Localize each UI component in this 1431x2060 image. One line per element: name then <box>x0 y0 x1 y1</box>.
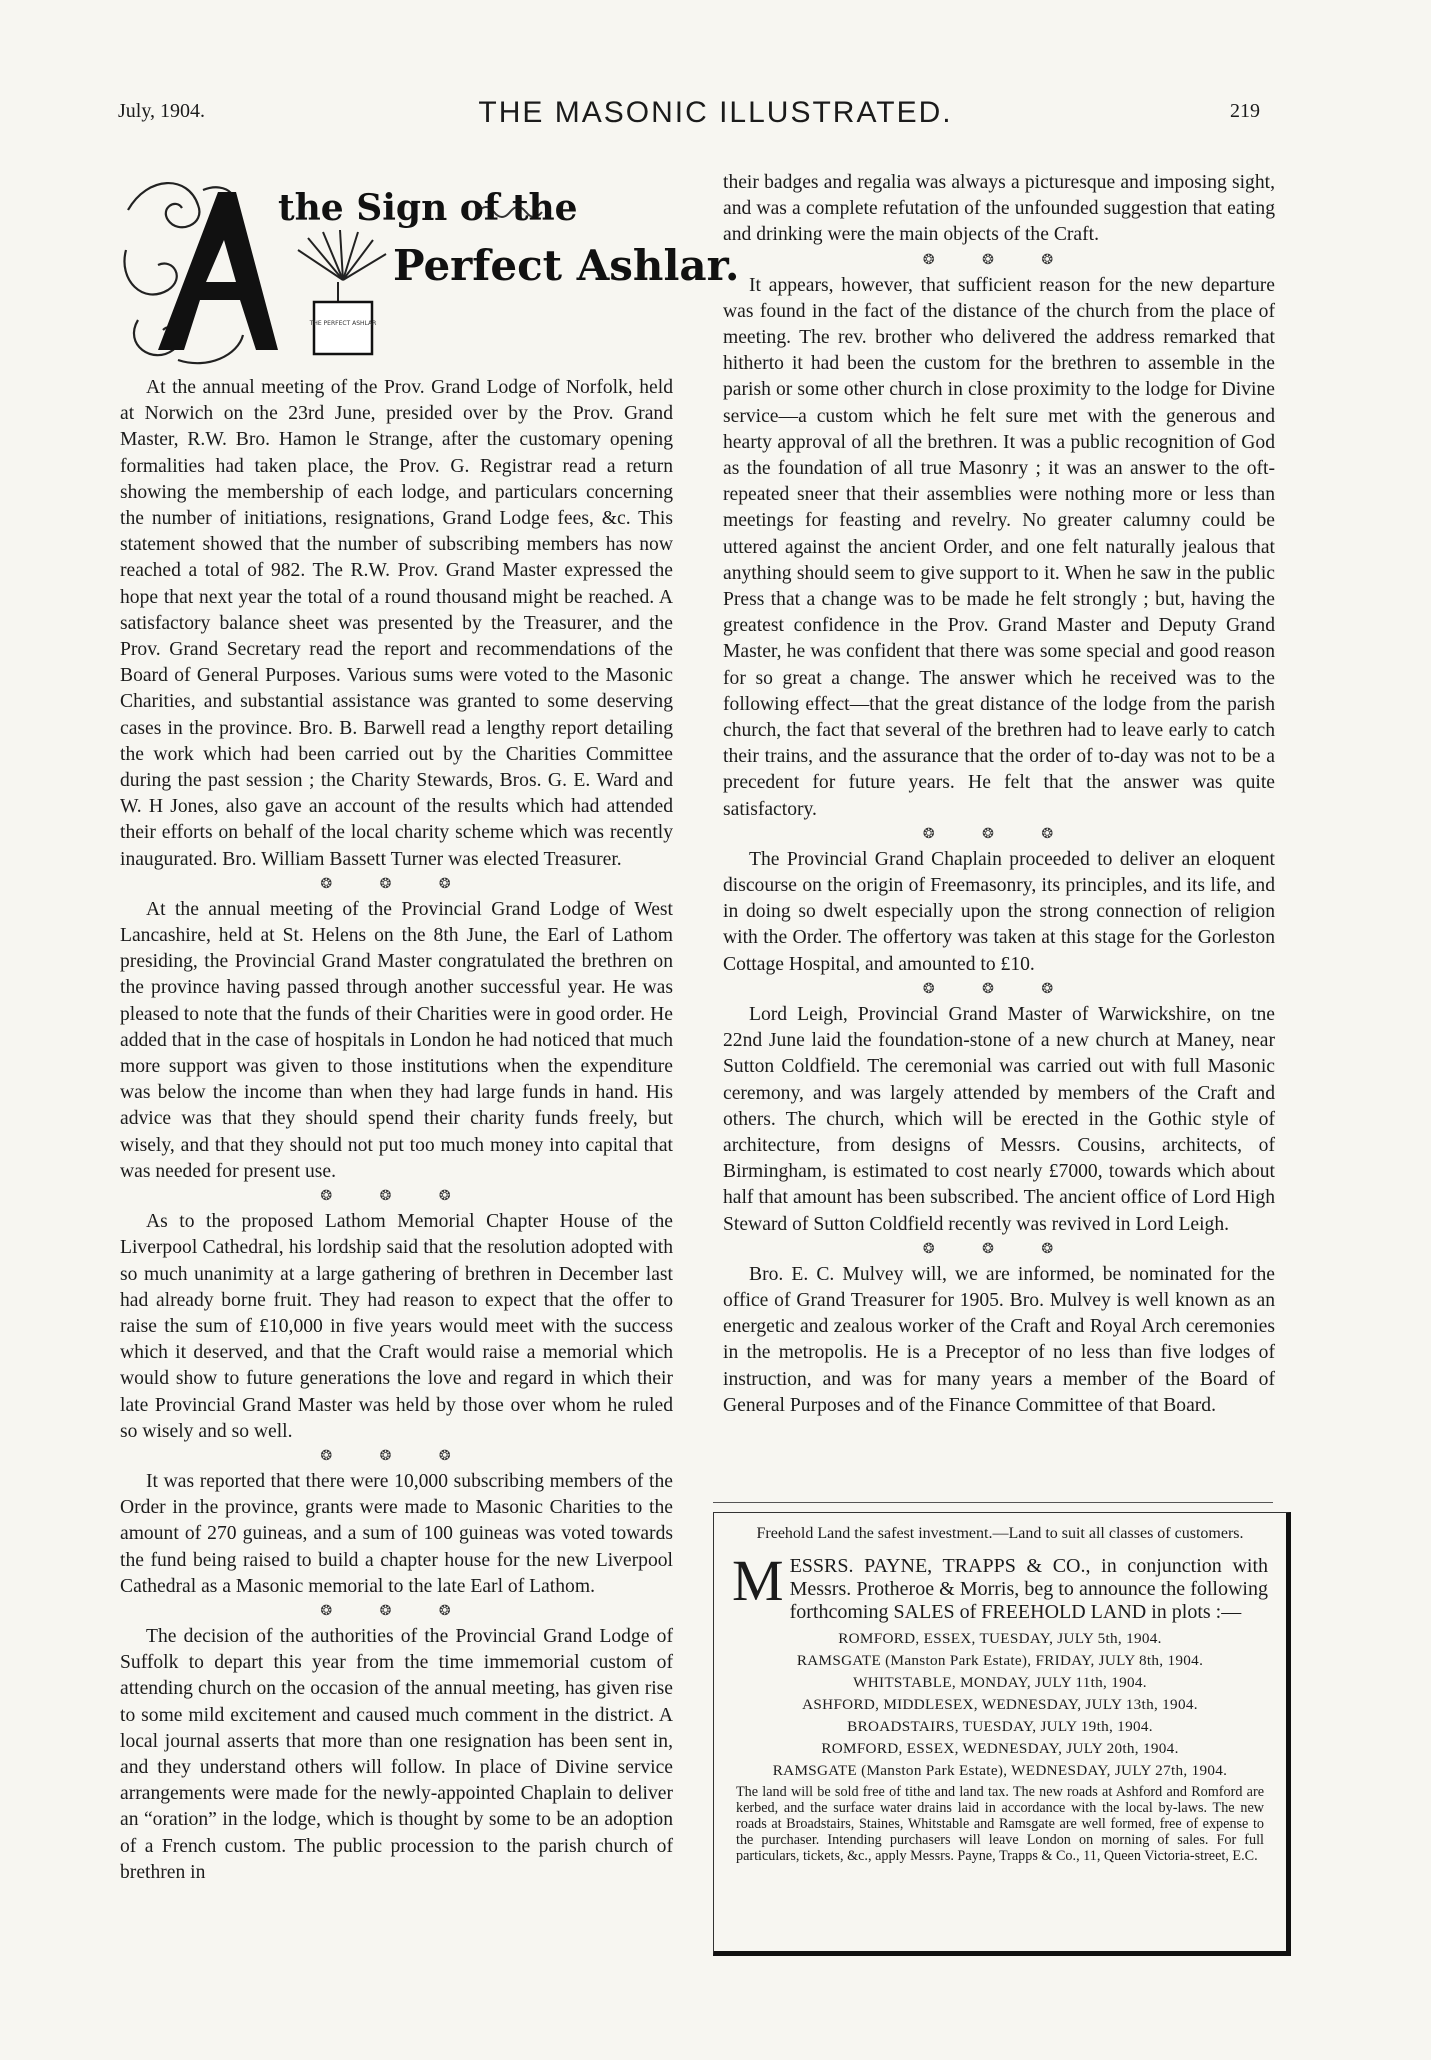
paragraph-separator: ❂ ❂ ❂ <box>922 981 1076 997</box>
paragraph-separator: ❂ ❂ ❂ <box>922 252 1076 268</box>
paragraph-separator: ❂ ❂ ❂ <box>922 826 1076 842</box>
paragraph-suffolk: The decision of the authorities of the Provincial Grand Lodge of Suffolk to depart this year from the time immemorial custom of attending church on the occasion of the annual meeting, has given rise to some mild excitement and caused much comment in the district. A local journal asserts that more than one resignation has been sent in, and they understand others will follow. In place of Divine service arrangements were made for the newly-appointed Chaplain to deliver an “oration” in the lodge, which is thought by some to be an adoption of a French custom. The public procession to the parish church of brethren in <box>120 1625 673 1883</box>
land-sale-advertisement <box>713 1512 1291 1956</box>
advert-dropcap: M <box>732 1548 784 1613</box>
sale-entry: ASHFORD, MIDDLESEX, WEDNESDAY, JULY 13th, 1904. <box>802 1696 1198 1713</box>
heading-line-1: the Sign of the <box>278 187 578 229</box>
page-number: 219 <box>1230 100 1260 122</box>
column-divider-rule <box>713 1502 1273 1503</box>
paragraph-mulvey: Bro. E. C. Mulvey will, we are informed, be nominated for the office of Grand Treasurer for 1905. Bro. Mulvey is well known as an energetic and zealous worker of the Craft and Royal Arch ceremonies in the metropolis. He is a Preceptor of no less than five lodges of instruction, and was for many years a member of the Board of General Purposes and of the Finance Committee of that Board. <box>723 1263 1275 1416</box>
decorative-heading <box>118 170 740 370</box>
advert-tagline: Freehold Land the safest investment.—Land to suit all classes of customers. <box>756 1525 1244 1542</box>
paragraph-lord-leigh: Lord Leigh, Provincial Grand Master of Warwickshire, on tne 22nd June laid the foundation-stone of a new church at Maney, near Sutton Coldfield. The ceremonial was carried out with full Masonic ceremony, and was largely attended by members of the Craft and others. The church, which will be erected in the Gothic style of architecture, from designs of Messrs. Cousins, architects, of Birmingham, is estimated to cost nearly £7000, towards which about half that amount has been subscribed. The ancient office of Lord High Steward of Sutton Coldfield recently was revived in Lord Leigh. <box>723 1003 1275 1235</box>
paragraph-norfolk: At the annual meeting of the Prov. Grand Lodge of Norfolk, held at Norwich on the 23rd June, presided over by the Prov. Grand Master, R.W. Bro. Hamon le Strange, after the customary opening formalities had taken place, the Prov. G. Registrar read a return showing the membership of each lodge, and particulars concerning the number of initiations, resignations, Grand Lodge fees, &c. This statement showed that the number of subscribing members has now reached a total of 982. The R.W. Prov. Grand Master expressed the hope that next year the total of a round thousand might be reached. A satisfactory balance sheet was presented by the Treasurer, and the Prov. Grand Secretary read the report and recommendations of the Board of General Purposes. Various sums were voted to the Masonic Charities, and substantial assistance was granted to some deserving cases in the province. Bro. B. Barwell read a lengthy report detailing the work which had been carried out by the Charities Committee during the past session ; the Charity Stewards, Bros. G. E. Ward and W. H Jones, also gave an account of the results which had attended their efforts on behalf of the local charity scheme which was recently inaugurated. Bro. William Bassett Turner was elected Treasurer. <box>120 377 673 870</box>
ashlar-block <box>314 302 372 354</box>
paragraph-subscribing-members: It was reported that there were 10,000 subscribing members of the Order in the province, grants were made to Masonic Charities to the amount of 270 guineas, and a sum of 100 guineas was voted towards the fund being raised to build a chapter house for the new Liverpool Cathedral as a Masonic memorial to the late Earl of Lathom. <box>120 1470 673 1597</box>
paragraph-separator: ❂ ❂ ❂ <box>320 1189 473 1205</box>
advert-intro <box>732 1548 1268 1624</box>
paragraph-separator: ❂ ❂ ❂ <box>922 1241 1076 1257</box>
sale-entry: BROADSTAIRS, TUESDAY, JULY 19th, 1904. <box>847 1718 1153 1735</box>
paragraph-separator: ❂ ❂ ❂ <box>320 876 473 892</box>
heading-line-2: Perfect Ashlar. <box>393 241 740 290</box>
paragraph-continuation: their badges and regalia was always a picturesque and imposing sight, and was a complete refutation of the unfounded suggestion that eating and drinking were the main objects of the Craft. <box>723 172 1275 246</box>
advert-note: The land will be sold free of tithe and land tax. The new roads at Ashford and Romford are kerbed, and the surface water drains laid in accordance with the local by-laws. The new roads at Broadstairs, Staines, Whitstable and Ramsgate are well formed, free of expense to the purchaser. Intending purchasers will leave London on morning of sales. For full particulars, tickets, &c., apply Messrs. Payne, Trapps & Co., 11, Queen Victoria-street, E.C. <box>736 1784 1264 1864</box>
publication-title: THE MASONIC ILLUSTRATED. <box>478 96 953 129</box>
issue-date: July, 1904. <box>118 100 206 122</box>
sale-entry: ROMFORD, ESSEX, TUESDAY, JULY 5th, 1904. <box>838 1630 1162 1647</box>
paragraph-chaplain-discourse: The Provincial Grand Chaplain proceeded to deliver an eloquent discourse on the origin of Freemasonry, its principles, and its life, and in doing so dwelt especially upon the strong connection of religion with the Order. The offertory was taken at this stage for the Gorleston Cottage Hospital, and amounted to £10. <box>723 848 1275 975</box>
left-column <box>120 375 673 1886</box>
sale-entry: RAMSGATE (Manston Park Estate), FRIDAY, JULY 8th, 1904. <box>796 1652 1204 1669</box>
advert-sales-list <box>732 1628 1268 1782</box>
paragraph-west-lancashire: At the annual meeting of the Provincial Grand Lodge of West Lancashire, held at St. Helens on the 8th June, the Earl of Lathom presiding, the Provincial Grand Master congratulated the brethren on the province having passed through another successful year. He was pleased to note that the funds of their Charities were in good order. He added that in the case of hospitals in London he had noticed that much more support was given to those institutions when the expenditure was below the income than when they had large funds in hand. His advice was that they should spend their charity funds freely, but wisely, and that they should not put too much money into capital that was needed for present use. <box>120 898 673 1182</box>
right-column <box>723 170 1275 1419</box>
sale-entry: ROMFORD, ESSEX, WEDNESDAY, JULY 20th, 1904. <box>821 1740 1179 1757</box>
paragraph-new-departure: It appears, however, that sufficient reason for the new departure was found in the fact of the distance of the church from the place of meeting. The rev. brother who delivered the address remarked that hitherto it had been the custom for the brethren to assemble in the parish or some other church in close proximity to the lodge for Divine service—a custom which he felt sure met with the generous and hearty approval of all the brethren. It was a public recognition of God as the foundation of all true Masonry ; it was an answer to the oft-repeated sneer that their assemblies were nothing more or less than meetings for feasting and revelry. No greater calumny could be uttered against the ancient Order, and one felt naturally jealous that anything should seem to give support to it. When he saw in the public Press that a change was to be made he felt strongly ; but, having the greatest confidence in the Prov. Grand Master and Deputy Grand Master, he was confident that there was some special and good reason for so great a change. The answer which he received was to the following effect—that the great distance of the lodge from the parish church, the fact that several of the brethren had to leave early to catch their trains, and the assurance that the order of to-day was not to be a precedent for future years. He felt that the answer was quite satisfactory. <box>723 274 1275 820</box>
advert-intro-text: ESSRS. PAYNE, TRAPPS & CO., in conjunction with Messrs. Protheroe & Morris, beg to announce the following forthcoming SALES of FREEHOLD LAND in plots :— <box>789 1555 1268 1623</box>
ashlar-block-label: THE PERFECT ASHLAR <box>309 320 377 327</box>
paragraph-lathom-memorial: As to the proposed Lathom Memorial Chapter House of the Liverpool Cathedral, his lordship said that the resolution adopted with so much unanimity at a large gathering of brethren in December last had already borne fruit. They had reason to expect that the offer to raise the sum of £10,000 in five years would meet with the success which it deserved, and that the Craft would raise a memorial which would show to future generations the love and regard in which their late Provincial Grand Master was held by those over whom he ruled so wisely and so well. <box>120 1211 673 1442</box>
paragraph-separator: ❂ ❂ ❂ <box>320 1603 473 1619</box>
sale-entry: WHITSTABLE, MONDAY, JULY 11th, 1904. <box>853 1674 1147 1691</box>
sun-rays-ornament <box>298 230 386 280</box>
sale-entry: RAMSGATE (Manston Park Estate), WEDNESDAY, JULY 27th, 1904. <box>772 1762 1228 1779</box>
paragraph-separator: ❂ ❂ ❂ <box>320 1448 473 1464</box>
